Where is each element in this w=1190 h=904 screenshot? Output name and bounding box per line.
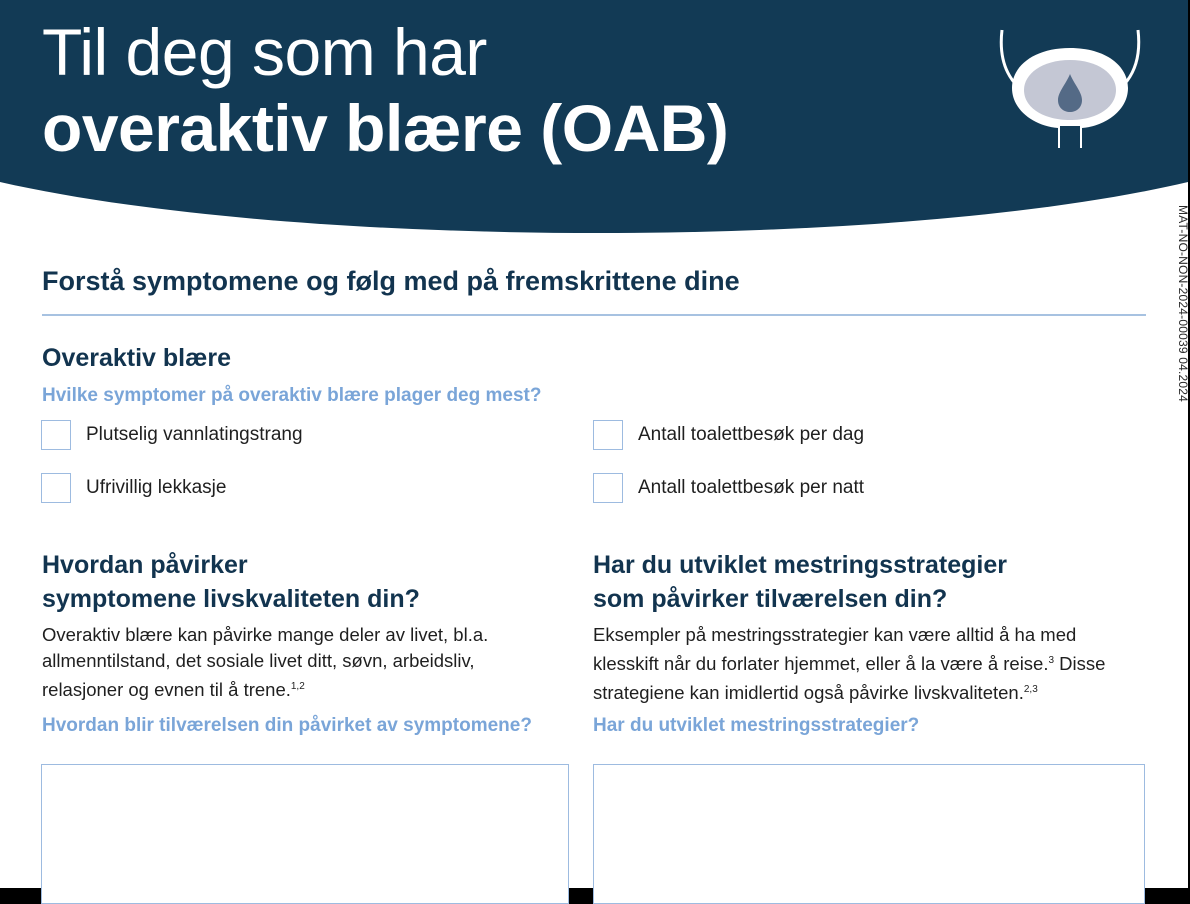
option-label: Plutselig vannlatingstrang (86, 424, 303, 445)
text-span: Disse (1054, 653, 1106, 674)
divider (42, 314, 1146, 316)
heading-line: som påvirker tilværelsen din? (593, 585, 948, 613)
option-label: Antall toalettbesøk per natt (638, 477, 865, 498)
option-night-visits[interactable] (593, 473, 864, 503)
heading-line: symptomene livskvaliteten din? (42, 585, 420, 613)
reference-marker: 3 (1048, 655, 1055, 666)
coping-strategies-text (593, 622, 1105, 706)
bladder-droplet-icon (996, 26, 1144, 150)
option-label: Ufrivillig lekkasje (86, 477, 227, 498)
symptoms-question: Hvilke symptomer på overaktiv blære plager deg mest? (42, 385, 542, 406)
option-urgency[interactable] (41, 420, 303, 450)
reference-marker: 1,2 (290, 681, 305, 692)
option-day-visits[interactable] (593, 420, 864, 450)
checkbox[interactable] (593, 420, 623, 450)
text-line: Overaktiv blære kan påvirke mange deler av livet, bl.a. (42, 624, 489, 645)
coping-answer-box[interactable] (593, 764, 1145, 904)
checkbox[interactable] (593, 473, 623, 503)
text-span: strategiene kan imidlertid også påvirke livskvaliteten. (593, 682, 1024, 703)
text-line: Eksempler på mestringsstrategier kan være alltid å ha med (593, 624, 1077, 645)
heading-line: Hvordan påvirker (42, 551, 248, 579)
coping-question: Har du utviklet mestringsstrategier? (593, 715, 920, 736)
quality-of-life-text (42, 622, 488, 703)
heading-line: Har du utviklet mestringsstrategier (593, 551, 1008, 579)
oab-heading: Overaktiv blære (42, 344, 231, 372)
coping-strategies-heading (593, 548, 1007, 616)
text-span: klesskift når du forlater hjemmet, eller å la være å reise. (593, 653, 1049, 674)
text-span: relasjoner og evnen til å trene. (42, 679, 291, 700)
document-code: MAT-NO-NON-2024-00039 04.2024 (1176, 205, 1190, 403)
quality-of-life-heading (42, 548, 420, 616)
text-line (42, 674, 488, 703)
title-line-2: overaktiv blære (OAB) (42, 91, 729, 165)
life-impact-question: Hvordan blir tilværelsen din påvirket av symptomene? (42, 715, 532, 736)
text-line: allmenntilstand, det sosiale livet ditt, søvn, arbeidsliv, (42, 650, 475, 671)
text-line (593, 677, 1105, 706)
reference-marker: 2,3 (1023, 684, 1038, 695)
text-line (593, 648, 1105, 677)
option-label: Antall toalettbesøk per dag (638, 424, 865, 445)
life-impact-answer-box[interactable] (41, 764, 569, 904)
main-heading: Forstå symptomene og følg med på fremskrittene dine (42, 266, 740, 296)
checkbox[interactable] (41, 420, 71, 450)
checkbox[interactable] (41, 473, 71, 503)
title-line-1: Til deg som har (42, 15, 487, 89)
option-leakage[interactable] (41, 473, 226, 503)
